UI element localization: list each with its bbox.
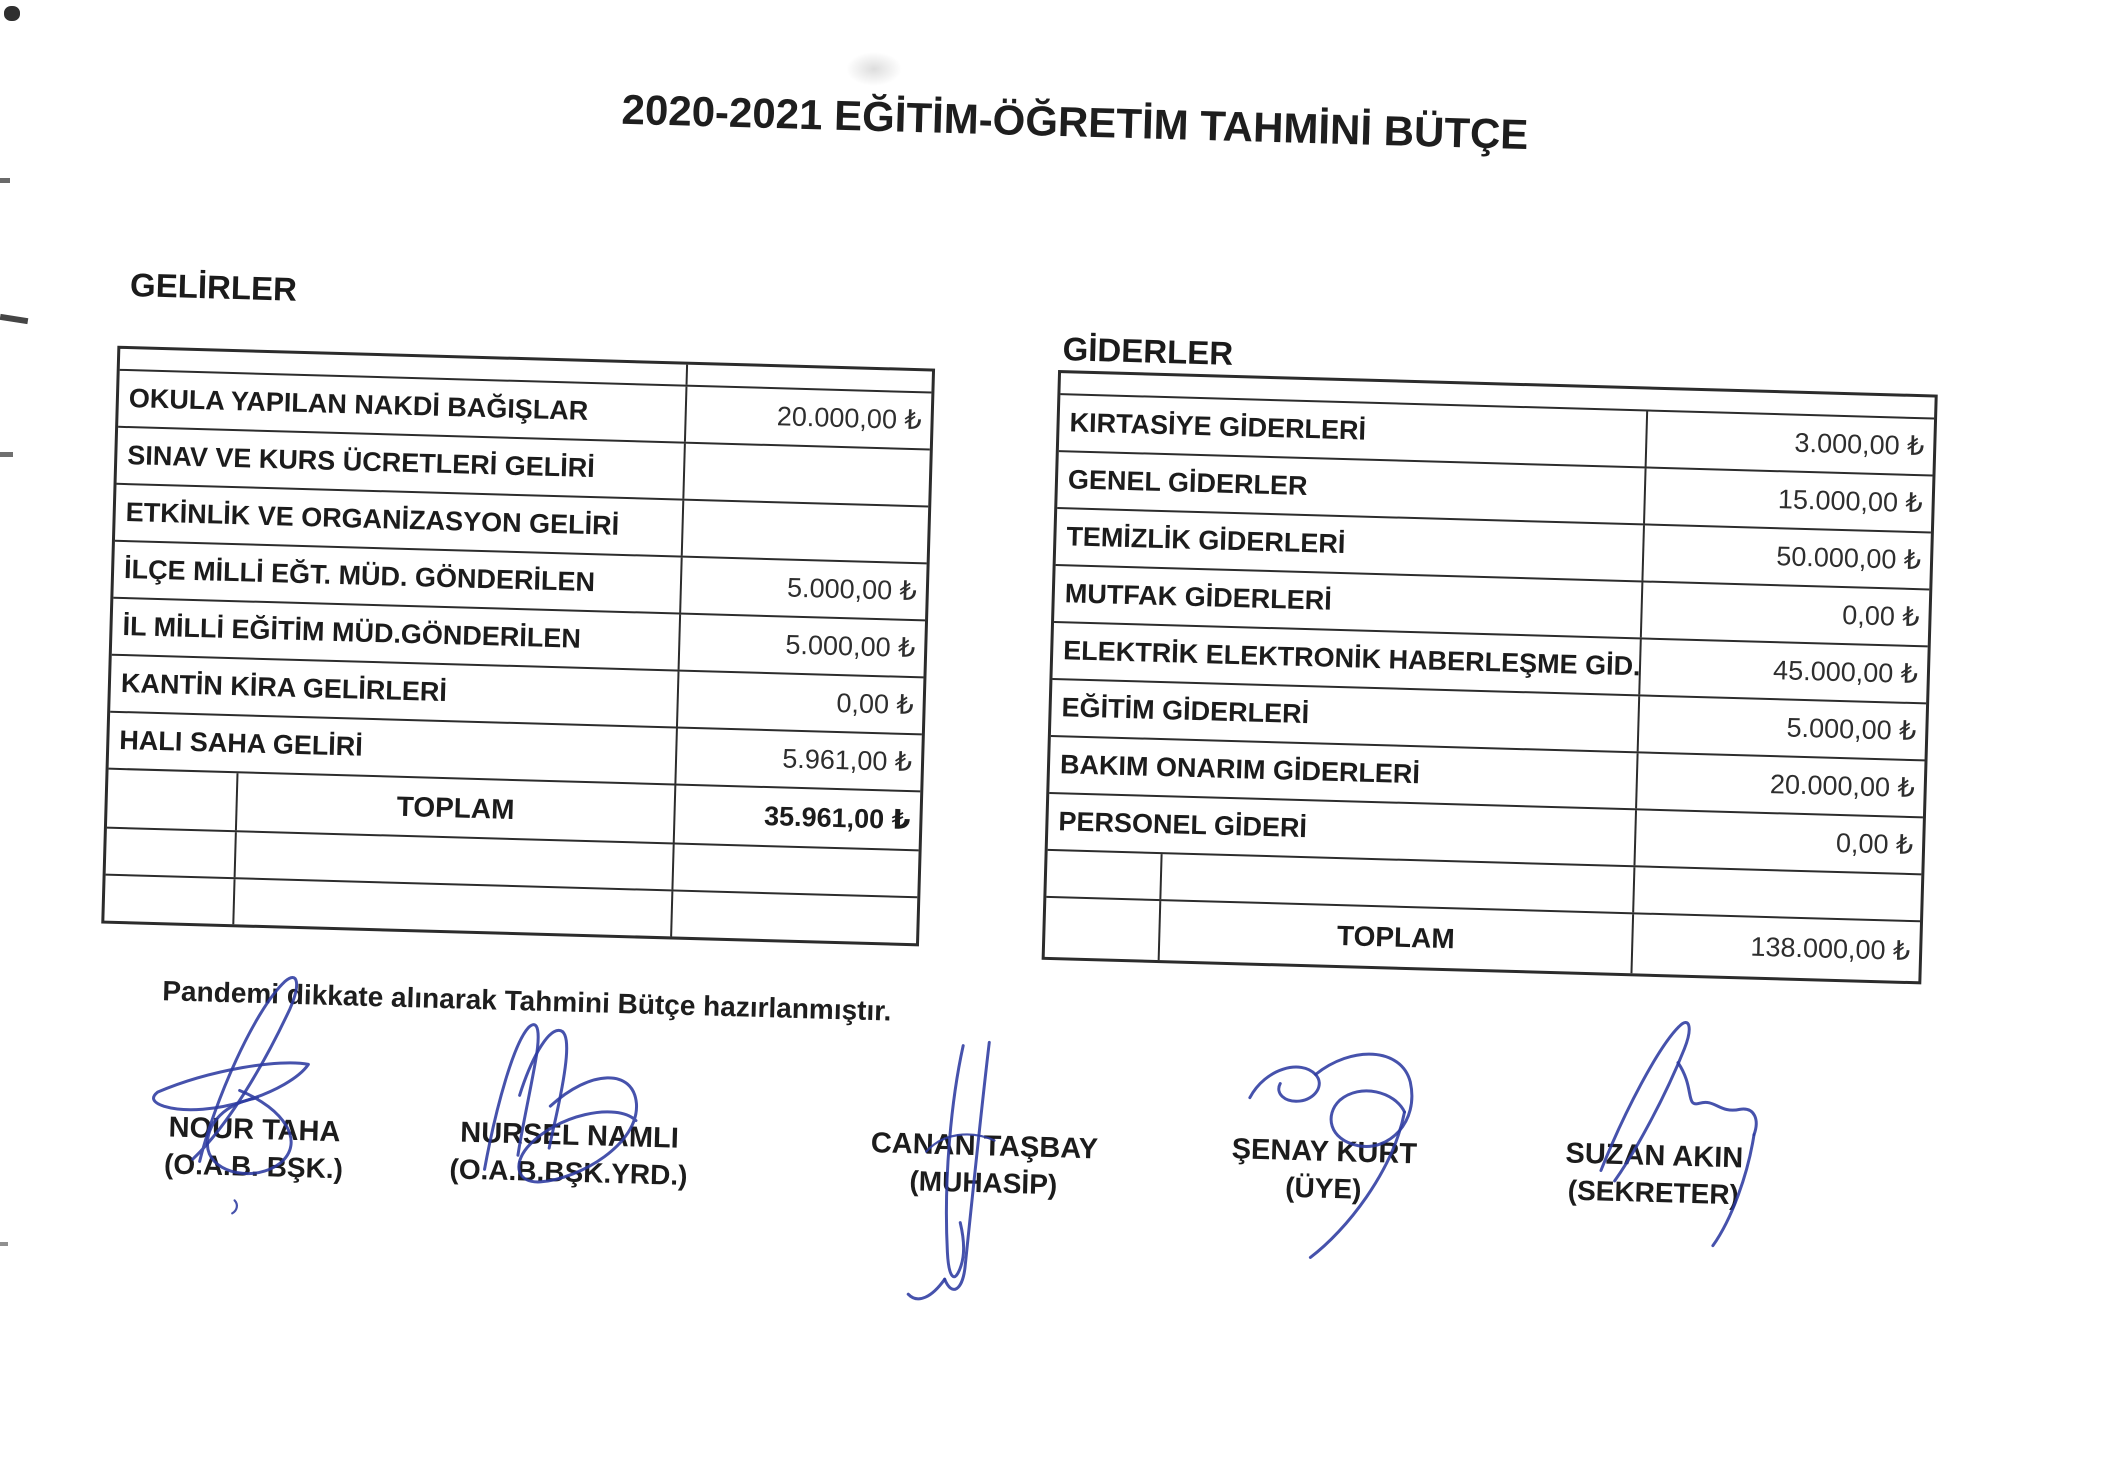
signatory-role: (O.A.B.BŞK.YRD.)	[449, 1153, 688, 1191]
signatory-block	[1523, 1136, 1785, 1212]
expense-row-value: 0,00 ₺	[1633, 810, 1922, 873]
scan-artifact	[0, 1242, 8, 1246]
income-total-label: TOPLAM	[396, 790, 515, 825]
signatory-role: (MUHASİP)	[909, 1165, 1058, 1201]
signatory-block	[853, 1127, 1115, 1203]
signatory-role: (O.A.B. BŞK.)	[163, 1148, 344, 1185]
income-row-value	[681, 501, 928, 563]
scan-smudge	[846, 52, 902, 86]
signatory-role: (SEKRETER)	[1567, 1174, 1740, 1211]
income-row-value: 20.000,00 ₺	[684, 387, 931, 449]
income-row-label: SINAV VE KURS ÜCRETLERİ GELİRİ	[126, 440, 596, 484]
expense-row-label: TEMİZLİK GİDERLERİ	[1066, 521, 1346, 560]
expense-row-label: KIRTASİYE GİDERLERİ	[1069, 407, 1367, 446]
expense-row-value: 45.000,00 ₺	[1638, 639, 1927, 702]
scan-artifact	[4, 6, 20, 21]
budget-note: Pandemi dikkate alınarak Tahmini Bütçe hazırlanmıştır.	[161, 975, 892, 1027]
signatory-role: (ÜYE)	[1284, 1171, 1362, 1205]
expense-row-label: ELEKTRİK ELEKTRONİK HABERLEŞME GİD.	[1062, 635, 1641, 682]
expense-row-value: 3.000,00 ₺	[1645, 411, 1934, 474]
signatory-name: CANAN TAŞBAY	[870, 1127, 1099, 1166]
income-row-label: KANTİN KİRA GELİRLERİ	[120, 667, 448, 708]
scan-artifact	[0, 452, 13, 457]
expense-row-value: 50.000,00 ₺	[1641, 525, 1930, 588]
signatory-block	[438, 1116, 700, 1192]
expense-row-value: 20.000,00 ₺	[1635, 753, 1924, 816]
signatory-block	[123, 1110, 385, 1186]
expense-total-value: 138.000,00 ₺	[1630, 914, 1920, 981]
signatory-name: SUZAN AKIN	[1565, 1137, 1744, 1175]
expense-table	[1042, 370, 1938, 984]
income-table	[101, 346, 935, 947]
signatory-name: NURSEL NAMLI	[459, 1116, 680, 1155]
income-row-value: 0,00 ₺	[676, 672, 923, 734]
income-row-value: 5.961,00 ₺	[674, 728, 921, 790]
expense-row-label: EĞİTİM GİDERLERİ	[1061, 692, 1310, 730]
income-row-label: İLÇE MİLLİ EĞT. MÜD. GÖNDERİLEN	[123, 554, 596, 598]
signatory-name: ŞENAY KURT	[1231, 1133, 1418, 1171]
expense-row-value: 5.000,00 ₺	[1637, 696, 1926, 759]
expense-row-label: BAKIM ONARIM GİDERLERİ	[1059, 749, 1421, 790]
income-row-value	[682, 444, 929, 506]
income-row-value: 5.000,00 ₺	[679, 558, 926, 620]
document-title: 2020-2021 EĞİTİM-ÖĞRETİM TAHMİNİ BÜTÇE	[621, 85, 1530, 159]
expense-row-value: 0,00 ₺	[1640, 582, 1929, 645]
scan-artifact	[0, 178, 10, 183]
expense-row-label: GENEL GİDERLER	[1067, 464, 1308, 502]
signatory-name: NOUR TAHA	[168, 1111, 341, 1149]
income-total-value: 35.961,00 ₺	[673, 785, 920, 849]
signatory-block	[1193, 1132, 1455, 1208]
income-row-value: 5.000,00 ₺	[678, 615, 925, 677]
expense-total-label: TOPLAM	[1336, 919, 1456, 954]
expense-section-heading: GİDERLER	[1062, 330, 1234, 372]
income-row-label: İL MİLLİ EĞİTİM MÜD.GÖNDERİLEN	[122, 611, 582, 654]
income-row-label: HALI SAHA GELİRİ	[118, 724, 364, 762]
expense-row-value: 15.000,00 ₺	[1643, 468, 1932, 531]
income-row-label: OKULA YAPILAN NAKDİ BAĞIŞLAR	[128, 383, 589, 426]
expense-row-label: PERSONEL GİDERİ	[1058, 806, 1308, 844]
expense-row-label: MUTFAK GİDERLERİ	[1064, 578, 1333, 616]
income-section-heading: GELİRLER	[129, 266, 298, 308]
signature-ink	[1561, 1010, 1768, 1263]
income-row-label: ETKİNLİK VE ORGANİZASYON GELİRİ	[125, 497, 620, 541]
